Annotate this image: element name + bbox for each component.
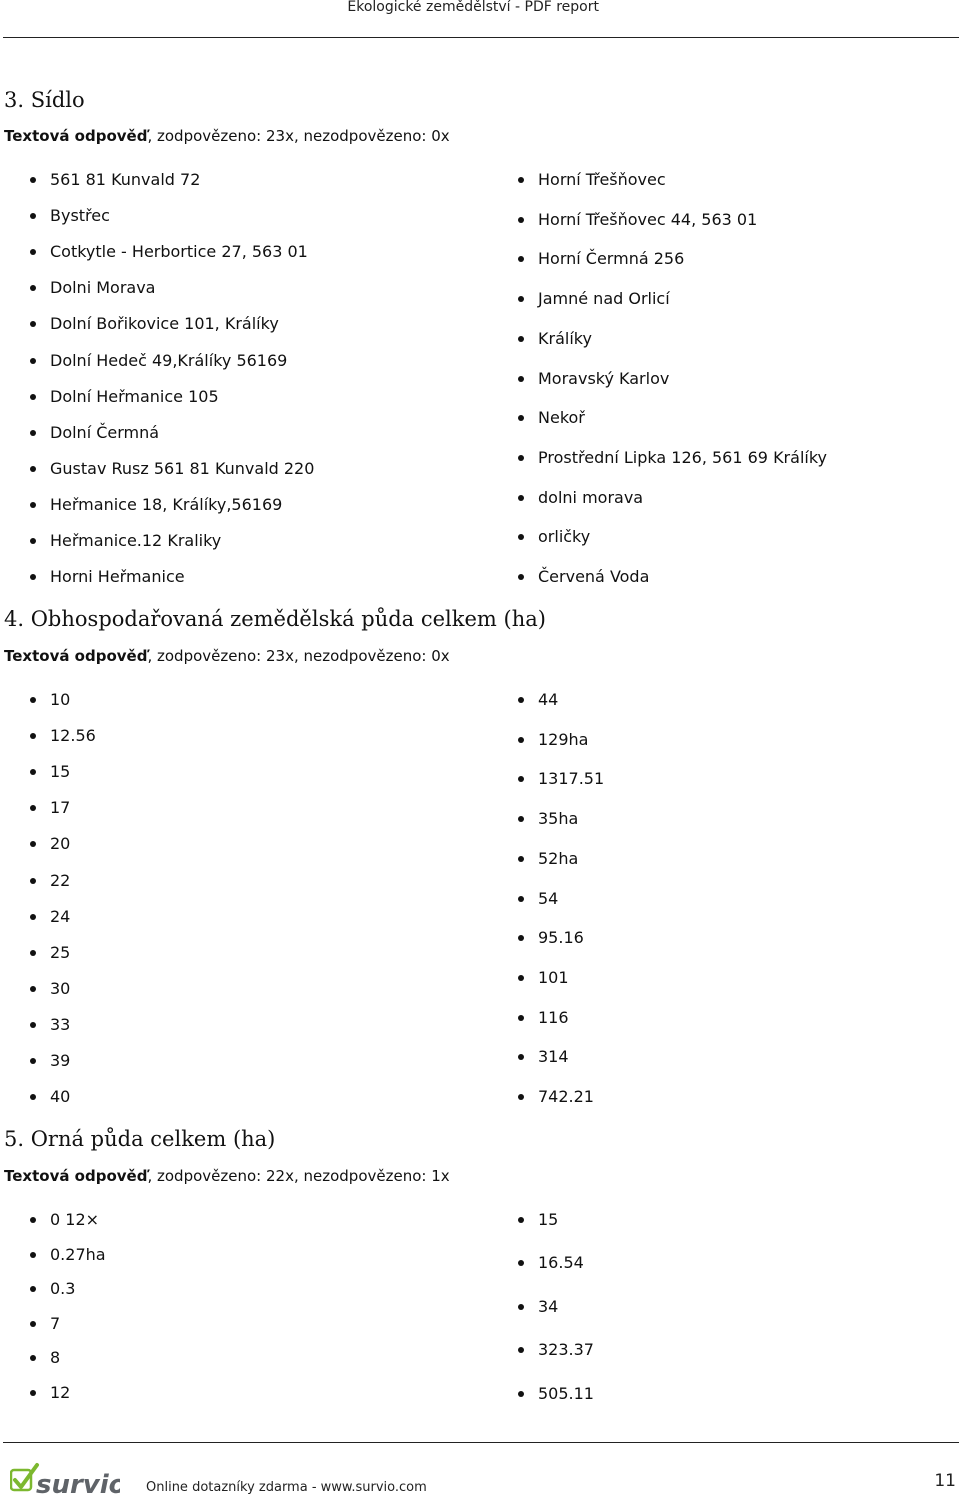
bullet-icon (30, 213, 36, 219)
bullet-icon (518, 177, 524, 183)
bullet-icon (30, 177, 36, 183)
answer-text: Gustav Rusz 561 81 Kunvald 220 (50, 459, 315, 478)
bullet-icon (518, 975, 524, 981)
answer-item (518, 1008, 569, 1028)
section-meta (4, 126, 450, 146)
answer-text: 505.11 (538, 1384, 594, 1403)
bullet-icon (30, 1390, 36, 1396)
answer-text: dolni morava (538, 488, 644, 507)
bullet-icon (30, 321, 36, 327)
answer-item (518, 488, 643, 508)
answer-item (518, 210, 757, 230)
answer-text: Horní Čermná 256 (538, 249, 685, 268)
section-title: 5. Orná půda celkem (ha) (4, 1127, 276, 1151)
answer-text: 17 (50, 798, 71, 817)
answer-item (30, 1348, 60, 1368)
survio-logo-mark (10, 1462, 120, 1496)
answer-item (518, 408, 585, 428)
bullet-icon (518, 376, 524, 382)
answer-text: Prostřední Lipka 126, 561 69 Králíky (538, 448, 827, 467)
answer-item (30, 1051, 70, 1071)
answer-text: 1317.51 (538, 769, 605, 788)
answer-text: 12.56 (50, 726, 96, 745)
bullet-icon (518, 1391, 524, 1397)
bullet-icon (30, 394, 36, 400)
answer-counts: , zodpovězeno: 23x, nezodpovězeno: 0x (147, 647, 450, 665)
answer-item (30, 907, 70, 927)
answer-item (518, 690, 558, 710)
answer-item (518, 1253, 584, 1273)
answer-item (518, 1047, 569, 1067)
bullet-icon (518, 217, 524, 223)
answer-text: Horni Heřmanice (50, 567, 185, 586)
bullet-icon (518, 1054, 524, 1060)
answer-text: Dolní Bořikovice 101, Králíky (50, 314, 279, 333)
answer-item (30, 690, 70, 710)
bullet-icon (518, 1015, 524, 1021)
answer-item (30, 567, 185, 587)
answer-item (30, 1314, 60, 1334)
bullet-icon (518, 1094, 524, 1100)
answer-text: 44 (538, 690, 559, 709)
answer-text: 561 81 Kunvald 72 (50, 170, 201, 189)
answer-text: 39 (50, 1051, 71, 1070)
bullet-icon (30, 986, 36, 992)
answer-item (30, 979, 70, 999)
answer-item (518, 769, 604, 789)
bullet-icon (518, 816, 524, 822)
answer-text: Červená Voda (538, 567, 650, 586)
answer-text: 52ha (538, 849, 579, 868)
answer-item (30, 1210, 99, 1230)
answer-text: orličky (538, 527, 591, 546)
answer-item (30, 1015, 70, 1035)
bullet-icon (30, 249, 36, 255)
answer-text: 22 (50, 871, 71, 890)
answer-item (518, 889, 558, 909)
header-divider (3, 37, 959, 38)
answer-item (30, 762, 70, 782)
bullet-icon (30, 733, 36, 739)
bullet-icon (518, 336, 524, 342)
bullet-icon (30, 1022, 36, 1028)
bullet-icon (30, 430, 36, 436)
section-title: 4. Obhospodařovaná zemědělská půda celkem (ha) (4, 607, 546, 631)
answer-item (30, 834, 70, 854)
bullet-icon (518, 495, 524, 501)
bullet-icon (518, 1260, 524, 1266)
answer-item (30, 242, 308, 262)
answer-item (518, 289, 670, 309)
answer-item (30, 798, 70, 818)
answer-type: Textová odpověď (4, 1167, 148, 1185)
answer-text: 0.27ha (50, 1245, 106, 1264)
answer-item (518, 1384, 594, 1404)
footer-divider (3, 1442, 959, 1443)
answer-text: 101 (538, 968, 569, 987)
answer-text: 24 (50, 907, 71, 926)
document-header-title: Ekologické zemědělství - PDF report (347, 0, 599, 15)
section-meta (4, 1166, 450, 1186)
bullet-icon (30, 1252, 36, 1258)
answer-text: 95.16 (538, 928, 584, 947)
bullet-icon (30, 950, 36, 956)
answer-text: 40 (50, 1087, 71, 1106)
answer-text: 30 (50, 979, 71, 998)
answer-item (30, 423, 159, 443)
bullet-icon (30, 1286, 36, 1292)
answer-item (30, 943, 70, 963)
answer-item (30, 1383, 70, 1403)
bullet-icon (30, 769, 36, 775)
answer-text: 20 (50, 834, 71, 853)
answer-text: 10 (50, 690, 71, 709)
answer-text: 742.21 (538, 1087, 594, 1106)
answer-text: 35ha (538, 809, 579, 828)
bullet-icon (518, 935, 524, 941)
bullet-icon (30, 697, 36, 703)
answer-text: 25 (50, 943, 71, 962)
bullet-icon (518, 1217, 524, 1223)
answer-item (518, 1087, 594, 1107)
answer-text: Cotkytle - Herbortice 27, 563 01 (50, 242, 308, 261)
answer-item (518, 329, 592, 349)
bullet-icon (30, 805, 36, 811)
bullet-icon (518, 856, 524, 862)
answer-text: 16.54 (538, 1253, 584, 1272)
bullet-icon (518, 415, 524, 421)
footer-text: Online dotazníky zdarma - www.survio.com (146, 1480, 427, 1495)
bullet-icon (30, 878, 36, 884)
section-meta (4, 646, 450, 666)
answer-text: Heřmanice 18, Králíky,56169 (50, 495, 283, 514)
answer-text: 12 (50, 1383, 71, 1402)
bullet-icon (30, 841, 36, 847)
answer-text: Dolní Heřmanice 105 (50, 387, 219, 406)
logo-wordmark: survio (36, 1470, 120, 1496)
bullet-icon (30, 1355, 36, 1361)
answer-item (518, 527, 590, 547)
answer-counts: , zodpovězeno: 22x, nezodpovězeno: 1x (147, 1167, 450, 1185)
answer-item (518, 448, 827, 468)
answer-text: Nekoř (538, 408, 585, 427)
answer-item (518, 170, 666, 190)
bullet-icon (30, 1058, 36, 1064)
bullet-icon (518, 1304, 524, 1310)
answer-text: 34 (538, 1297, 559, 1316)
answer-item (518, 849, 578, 869)
answer-item (518, 1297, 558, 1317)
bullet-icon (518, 737, 524, 743)
answer-item (518, 249, 684, 269)
answer-item (30, 459, 314, 479)
answer-text: Jamné nad Orlicí (538, 289, 670, 308)
answer-text: Bystřec (50, 206, 110, 225)
answer-item (30, 726, 96, 746)
bullet-icon (30, 1321, 36, 1327)
answer-text: 0.3 (50, 1279, 76, 1298)
bullet-icon (30, 1217, 36, 1223)
answer-item (30, 495, 282, 515)
section-title: 3. Sídlo (4, 88, 85, 112)
answer-text: 54 (538, 889, 559, 908)
answer-type: Textová odpověď (4, 127, 148, 145)
answer-text: Moravský Karlov (538, 369, 670, 388)
answer-text: 314 (538, 1047, 569, 1066)
bullet-icon (30, 502, 36, 508)
page-number: 11 (934, 1471, 956, 1491)
answer-text: Dolní Čermná (50, 423, 160, 442)
answer-type: Textová odpověď (4, 647, 148, 665)
answer-item (30, 1087, 70, 1107)
answer-text: 8 (50, 1348, 61, 1367)
answer-item (518, 1340, 594, 1360)
answer-text: 116 (538, 1008, 569, 1027)
answer-text: Dolni Morava (50, 278, 156, 297)
bullet-icon (30, 285, 36, 291)
bullet-icon (30, 914, 36, 920)
bullet-icon (30, 466, 36, 472)
bullet-icon (518, 455, 524, 461)
survio-logo[interactable] (10, 1462, 120, 1496)
bullet-icon (518, 776, 524, 782)
bullet-icon (518, 896, 524, 902)
bullet-icon (30, 574, 36, 580)
answer-text: 0 12× (50, 1210, 100, 1229)
answer-text: Králíky (538, 329, 592, 348)
bullet-icon (518, 697, 524, 703)
answer-item (30, 1279, 75, 1299)
answer-text: 33 (50, 1015, 71, 1034)
answer-text: Horní Třešňovec (538, 170, 666, 189)
answer-item (30, 170, 200, 190)
bullet-icon (518, 296, 524, 302)
answer-item (30, 871, 70, 891)
bullet-icon (30, 1094, 36, 1100)
bullet-icon (30, 538, 36, 544)
answer-item (518, 369, 669, 389)
answer-counts: , zodpovězeno: 23x, nezodpovězeno: 0x (147, 127, 450, 145)
bullet-icon (518, 534, 524, 540)
answer-text: Heřmanice.12 Kraliky (50, 531, 222, 550)
bullet-icon (518, 574, 524, 580)
answer-item (30, 314, 279, 334)
answer-item (30, 206, 110, 226)
answer-item (518, 809, 578, 829)
answer-item (518, 567, 649, 587)
answer-item (30, 1245, 106, 1265)
answer-text: 323.37 (538, 1340, 594, 1359)
answer-text: 129ha (538, 730, 589, 749)
answer-item (518, 968, 569, 988)
bullet-icon (30, 358, 36, 364)
answer-text: Dolní Hedeč 49,Králíky 56169 (50, 351, 288, 370)
answer-item (30, 351, 287, 371)
answer-item (518, 928, 584, 948)
answer-text: 7 (50, 1314, 61, 1333)
answer-item (30, 278, 155, 298)
answer-item (30, 531, 221, 551)
answer-text: Horní Třešňovec 44, 563 01 (538, 210, 758, 229)
answer-item (518, 1210, 558, 1230)
answer-text: 15 (50, 762, 71, 781)
answer-item (518, 730, 588, 750)
bullet-icon (518, 1347, 524, 1353)
bullet-icon (518, 256, 524, 262)
answer-item (30, 387, 219, 407)
answer-text: 15 (538, 1210, 559, 1229)
